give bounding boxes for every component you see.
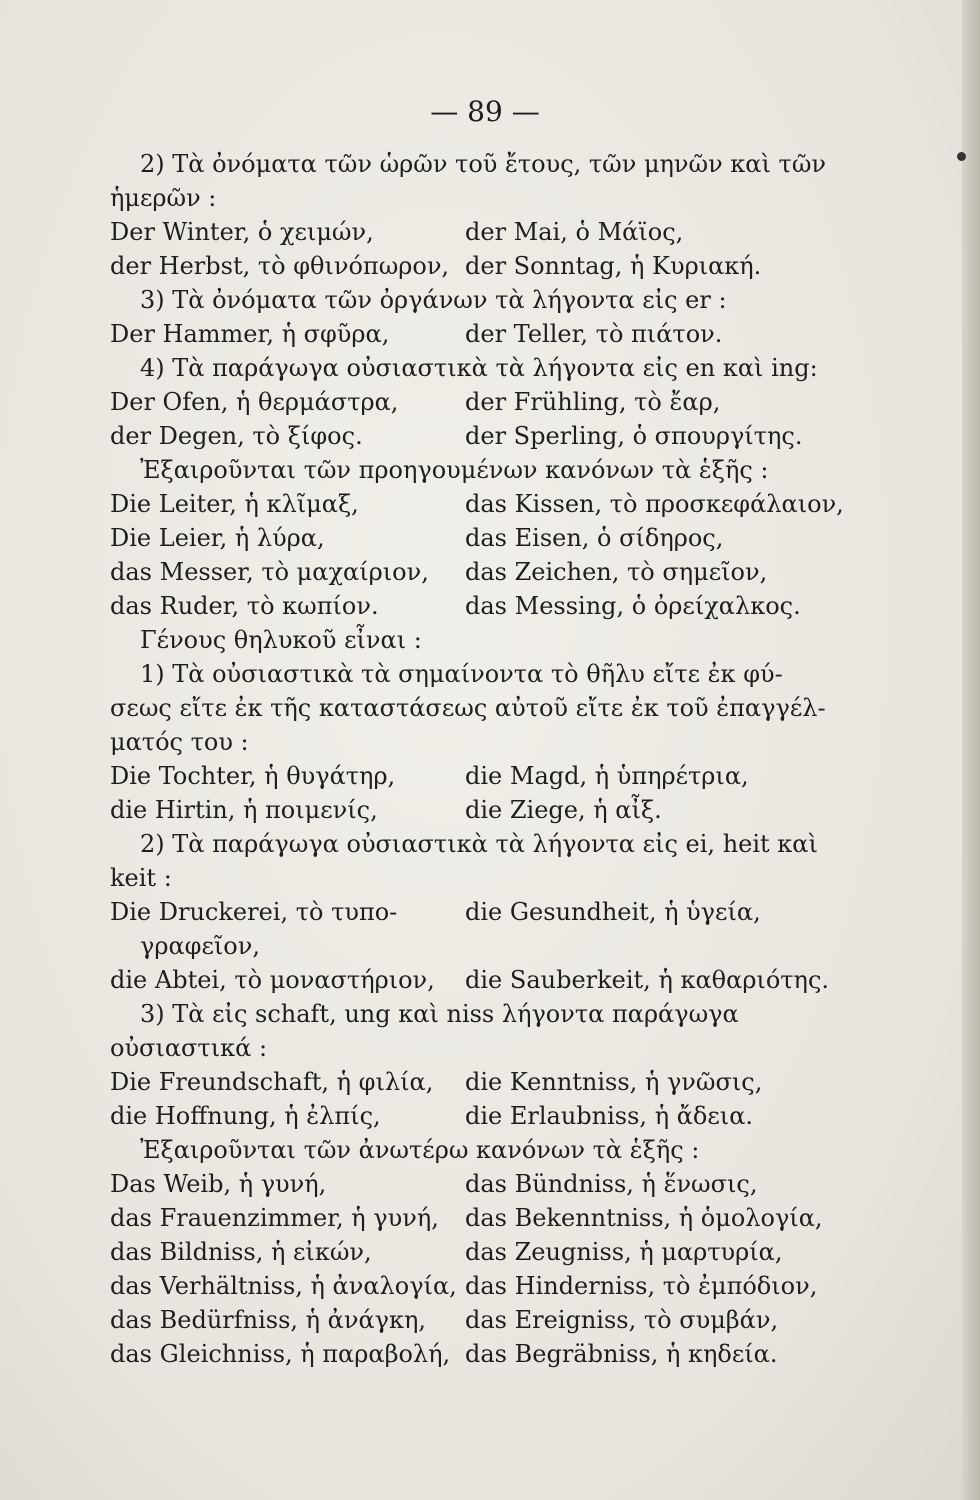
vocab-row <box>110 490 860 518</box>
vocab-row <box>110 762 860 790</box>
vocab-right: der Frühling, τὸ ἔαρ, <box>465 388 721 416</box>
vocab-row <box>110 898 860 926</box>
vocab-row <box>110 422 860 450</box>
vocab-row <box>110 1102 860 1130</box>
vocab-right: die Erlaubniss, ἡ ἄδεια. <box>465 1102 754 1130</box>
vocab-row <box>110 1272 860 1300</box>
vocab-right: die Ziege, ἡ αἶξ. <box>465 796 662 824</box>
vocab-right: der Sonntag, ἡ Κυριακή. <box>465 252 762 280</box>
vocab-right: das Hinderniss, τὸ ἐμπόδιον, <box>465 1272 818 1300</box>
vocab-row <box>110 796 860 824</box>
vocab-left: das Gleichniss, ἡ παραβολή, <box>110 1340 451 1368</box>
text-line: 3) Τὰ εἰς schaft, ung καὶ niss λήγοντα παράγωγα <box>140 1000 739 1028</box>
vocab-row <box>110 388 860 416</box>
line-gap <box>110 1368 860 1374</box>
vocab-left: die Abtei, τὸ μοναστήριον, <box>110 966 435 994</box>
text-line: 2) Τὰ παράγωγα οὐσιαστικὰ τὰ λήγοντα εἰς ei, heit καὶ <box>140 830 818 858</box>
vocab-row <box>110 1340 860 1368</box>
vocab-right: der Teller, τὸ πιάτον. <box>465 320 723 348</box>
text-line: οὐσιαστικά : <box>110 1034 268 1062</box>
vocab-row <box>110 1204 860 1232</box>
vocab-right: der Mai, ὁ Μάϊος, <box>465 218 684 246</box>
vocab-left: das Messer, τὸ μαχαίριον, <box>110 558 429 586</box>
vocab-left: das Ruder, τὸ κωπίον. <box>110 592 379 620</box>
vocab-row <box>110 1238 860 1266</box>
text-line: 1) Τὰ οὐσιαστικὰ τὰ σημαίνοντα τὸ θῆλυ εἴτε ἐκ φύ- <box>140 660 783 688</box>
vocab-right: das Bündniss, ἡ ἕνωσις, <box>465 1170 758 1198</box>
vocab-left: der Herbst, τὸ φθινόπωρον, <box>110 252 450 280</box>
vocab-right: die Gesundheit, ἡ ὑγεία, <box>465 898 761 926</box>
vocab-row <box>110 218 860 246</box>
vocab-left: Der Hammer, ἡ σφῦρα, <box>110 320 390 348</box>
text-line: keit : <box>110 864 172 892</box>
vocab-row <box>110 966 860 994</box>
vocab-right: das Kissen, τὸ προσκεφάλαιον, <box>465 490 844 518</box>
vocab-left: die Hoffnung, ἡ ἐλπίς, <box>110 1102 381 1130</box>
text-line: ἡμερῶν : <box>110 184 217 212</box>
text-line: 3) Τὰ ὀνόματα τῶν ὀργάνων τὰ λήγοντα εἰς er : <box>140 286 727 314</box>
text-line: σεως εἴτε ἐκ τῆς καταστάσεως αὐτοῦ εἴτε ἐκ τοῦ ἐπαγγέλ- <box>110 694 826 722</box>
vocab-left: das Frauenzimmer, ἡ γυνή, <box>110 1204 439 1232</box>
text-line: ματός του : <box>110 728 249 756</box>
text-line: 2) Τὰ ὀνόματα τῶν ὡρῶν τοῦ ἔτους, τῶν μηνῶν καὶ τῶν <box>140 150 826 178</box>
vocab-row <box>110 252 860 280</box>
text-lines <box>110 150 860 1374</box>
text-line: 4) Τὰ παράγωγα οὐσιαστικὰ τὰ λήγοντα εἰς en καὶ ing: <box>140 354 818 382</box>
text-line: Γένους θηλυκοῦ εἶναι : <box>140 626 422 654</box>
vocab-left: Die Leier, ἡ λύρα, <box>110 524 325 552</box>
vocab-right: das Begräbniss, ἡ κηδεία. <box>465 1340 778 1368</box>
vocab-right: das Bekenntniss, ἡ ὁμολογία, <box>465 1204 823 1232</box>
vocab-left: Die Freundschaft, ἡ φιλία, <box>110 1068 434 1096</box>
vocab-row <box>110 558 860 586</box>
text-line: γραφεῖον, <box>140 932 260 960</box>
vocab-row <box>110 1306 860 1334</box>
vocab-right: das Ereigniss, τὸ συμβάν, <box>465 1306 779 1334</box>
vocab-left: das Verhältniss, ἡ ἀναλογία, <box>110 1272 457 1300</box>
vocab-left: Die Leiter, ἡ κλῖμαξ, <box>110 490 359 518</box>
vocab-right: die Magd, ἡ ὑπηρέτρια, <box>465 762 749 790</box>
vocab-right: die Sauberkeit, ἡ καθαριότης. <box>465 966 830 994</box>
text-line: Ἐξαιροῦνται τῶν ἀνωτέρω κανόνων τὰ ἑξῆς : <box>140 1136 700 1164</box>
vocab-left: Die Tochter, ἡ θυγάτηρ, <box>110 762 396 790</box>
vocab-left: das Bildniss, ἡ εἰκών, <box>110 1238 372 1266</box>
page-edge <box>962 0 980 1500</box>
vocab-row <box>110 1170 860 1198</box>
vocab-right: die Kenntniss, ἡ γνῶσις, <box>465 1068 763 1096</box>
vocab-left: Die Druckerei, τὸ τυπο- <box>110 898 398 926</box>
vocab-row <box>110 1068 860 1096</box>
vocab-left: das Bedürfniss, ἡ ἀνάγκη, <box>110 1306 427 1334</box>
vocab-left: Der Ofen, ἡ θερμάστρα, <box>110 388 399 416</box>
page-number: — 89 — <box>430 95 540 128</box>
vocab-row <box>110 592 860 620</box>
vocab-left: Der Winter, ὁ χειμών, <box>110 218 374 246</box>
vocab-right: das Eisen, ὁ σίδηρος, <box>465 524 724 552</box>
vocab-right: das Messing, ὁ ὀρείχαλκος. <box>465 592 801 620</box>
text-line: Ἐξαιροῦνται τῶν προηγουμένων κανόνων τὰ ἑξῆς : <box>140 456 769 484</box>
vocab-right: das Zeugniss, ἡ μαρτυρία, <box>465 1238 783 1266</box>
vocab-left: die Hirtin, ἡ ποιμενίς, <box>110 796 378 824</box>
page-content <box>110 95 860 1374</box>
vocab-left: der Degen, τὸ ξίφος. <box>110 422 363 450</box>
vocab-right: der Sperling, ὁ σπουργίτης. <box>465 422 803 450</box>
vocab-right: das Zeichen, τὸ σημεῖον, <box>465 558 768 586</box>
vocab-row <box>110 320 860 348</box>
vocab-left: Das Weib, ἡ γυνή, <box>110 1170 327 1198</box>
vocab-row <box>110 524 860 552</box>
ink-dot <box>957 152 966 161</box>
